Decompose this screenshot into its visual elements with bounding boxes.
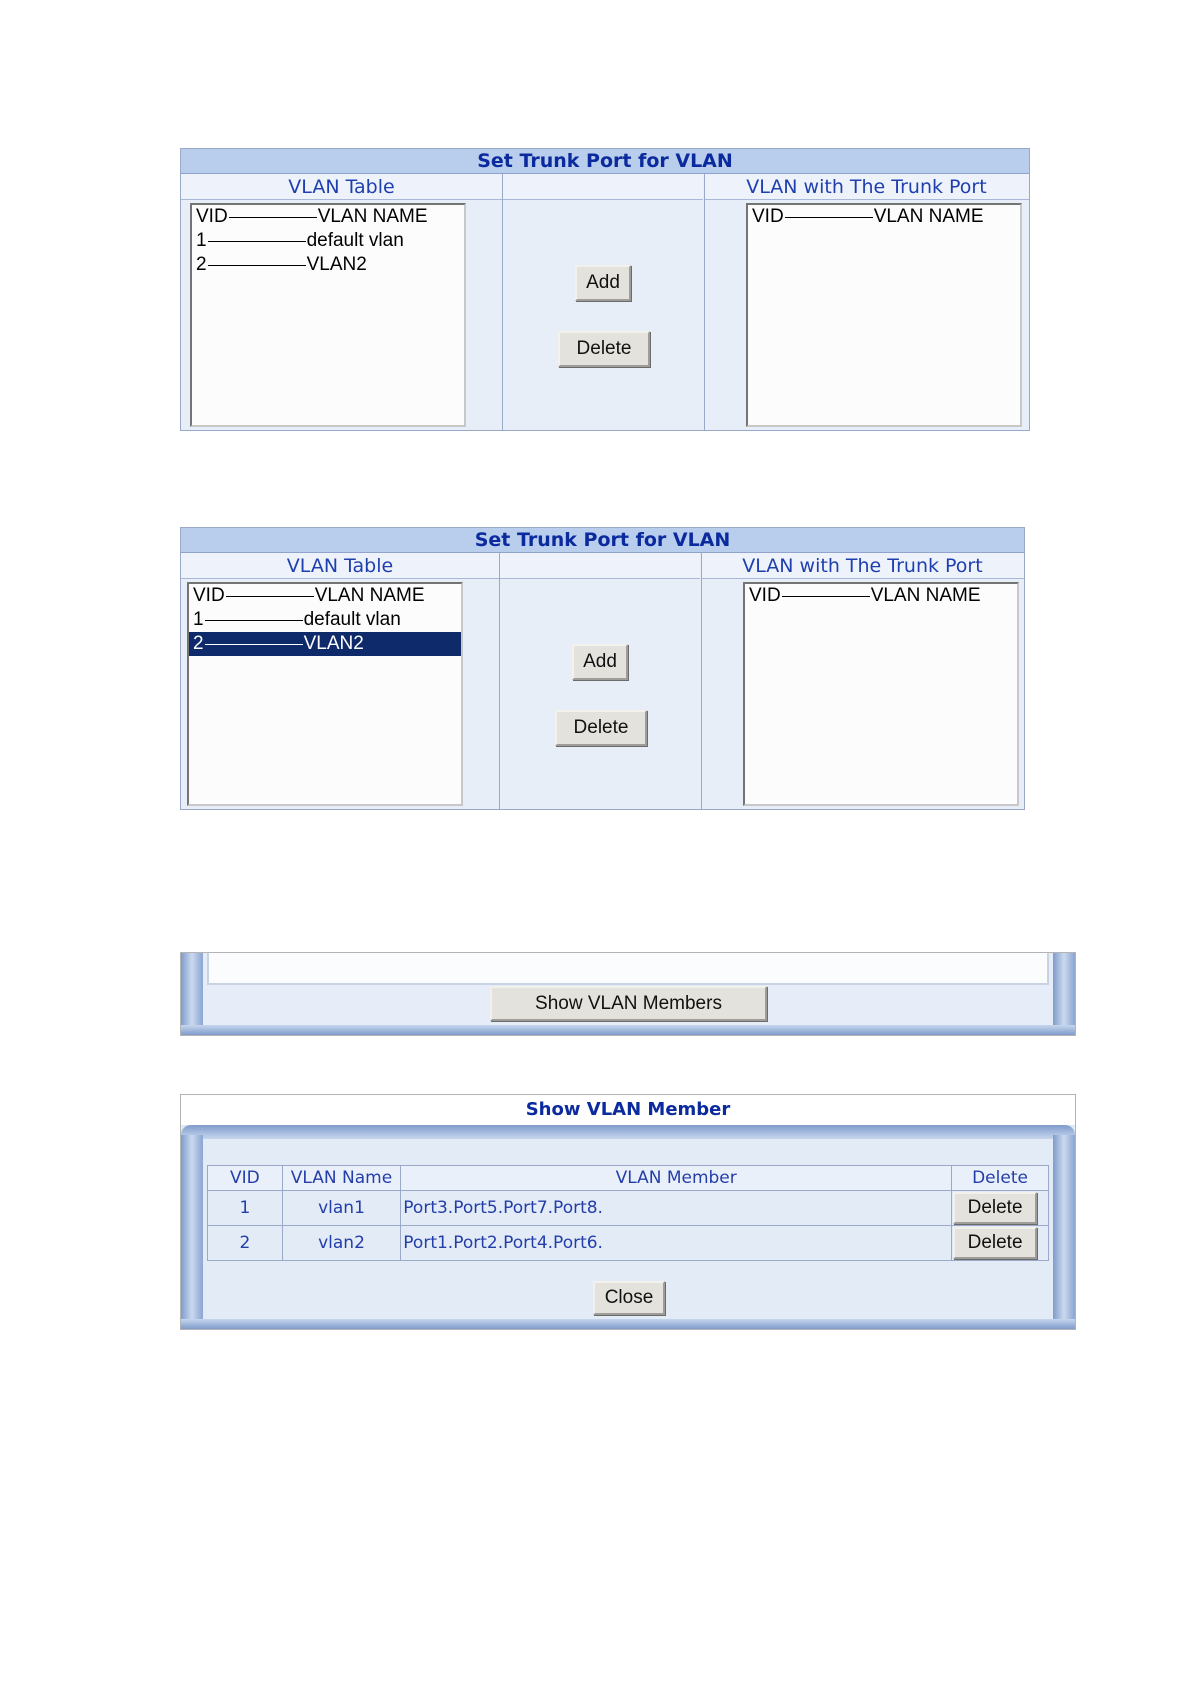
delete-button[interactable]: Delete [555, 710, 647, 746]
row-members: Port1.Port2.Port4.Port6. [401, 1226, 952, 1261]
trunk-panel-2 [180, 527, 1025, 810]
list-header-row: VID VLAN NAME [749, 585, 981, 606]
row-vid: 2 [208, 1226, 283, 1261]
dialog-title: Show VLAN Member [525, 1099, 731, 1120]
show-members-frame [180, 952, 1076, 1036]
trunk-port-header: VLAN with The Trunk Port [701, 553, 1024, 579]
vlan-table-list[interactable] [190, 203, 466, 427]
vlan-table-header: VLAN Table [181, 174, 502, 200]
row-delete-cell [952, 1226, 1049, 1261]
middle-header [500, 553, 700, 579]
list-header-row: VID VLAN NAME [193, 585, 425, 606]
row-delete-cell [952, 1191, 1049, 1226]
trunk-port-header: VLAN with The Trunk Port [704, 174, 1029, 200]
middle-header [503, 174, 703, 200]
row-vlan-name: vlan2 [282, 1226, 401, 1261]
panel-title: Set Trunk Port for VLAN [181, 149, 1029, 174]
list-item[interactable]: 1 default vlan [193, 609, 401, 630]
list-header-row: VID VLAN NAME [196, 206, 428, 227]
row-vid: 1 [208, 1191, 283, 1226]
col-vlan-name: VLAN Name [282, 1166, 401, 1191]
vlan-member-dialog [180, 1094, 1076, 1330]
vlan-table-header: VLAN Table [181, 553, 499, 579]
row-vlan-name: vlan1 [282, 1191, 401, 1226]
table-header-row [208, 1166, 1049, 1191]
delete-row-button[interactable]: Delete [953, 1192, 1037, 1224]
col-vid: VID [208, 1166, 283, 1191]
close-button[interactable]: Close [593, 1281, 665, 1315]
col-delete: Delete [952, 1166, 1049, 1191]
list-item[interactable]: 2 VLAN2 [196, 254, 367, 275]
add-button[interactable]: Add [575, 265, 631, 301]
table-row [208, 1191, 1049, 1226]
list-item[interactable]: 1 default vlan [196, 230, 404, 251]
list-header-row: VID VLAN NAME [752, 206, 984, 227]
trunk-port-list[interactable] [743, 582, 1019, 806]
trunk-panel-1 [180, 148, 1030, 431]
table-row [208, 1226, 1049, 1261]
panel-title: Set Trunk Port for VLAN [181, 528, 1024, 553]
delete-row-button[interactable]: Delete [953, 1227, 1037, 1259]
faded-table-edge [207, 953, 1049, 985]
add-button[interactable]: Add [572, 644, 628, 680]
delete-button[interactable]: Delete [558, 331, 650, 367]
row-members: Port3.Port5.Port7.Port8. [401, 1191, 952, 1226]
trunk-port-list[interactable] [746, 203, 1022, 427]
show-vlan-members-button[interactable]: Show VLAN Members [490, 986, 767, 1021]
dialog-top-bar [181, 1125, 1075, 1139]
col-vlan-member: VLAN Member [401, 1166, 952, 1191]
vlan-member-table [207, 1165, 1049, 1261]
list-item-selected[interactable]: 2 VLAN2 [189, 632, 461, 656]
vlan-table-list[interactable] [187, 582, 463, 806]
